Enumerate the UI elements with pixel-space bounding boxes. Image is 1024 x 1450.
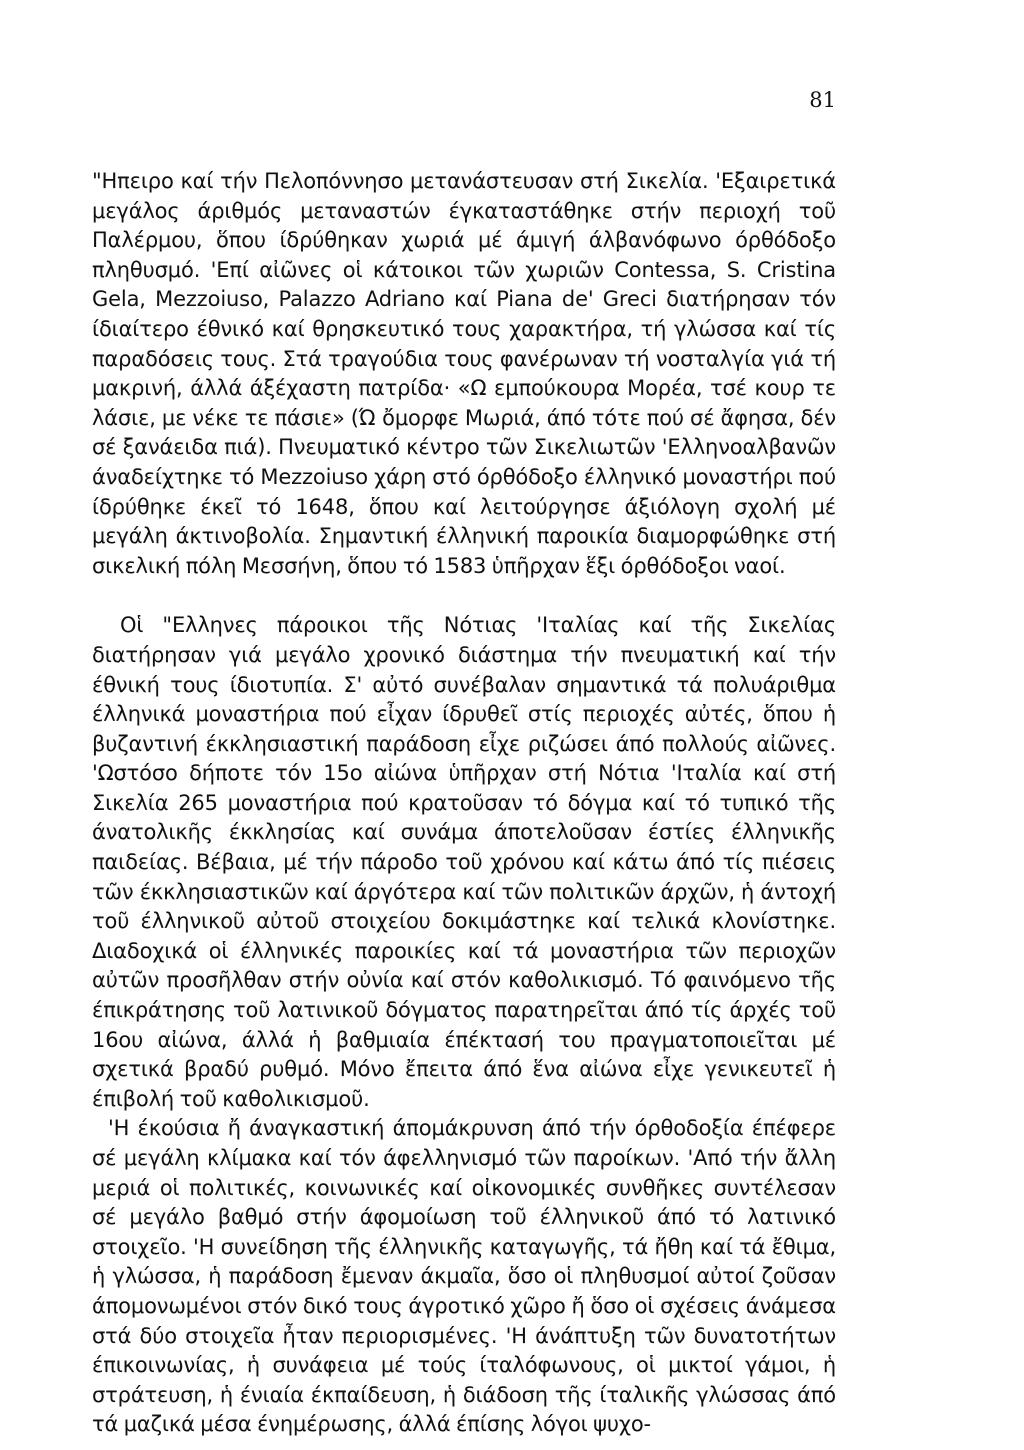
paragraph-3: 'Η έκούσια ἤ άναγκαστική άπομάκρυνση άπό τήν όρθοδοξία έπέφερε σέ μεγάλη κλίμακα καί τόν άφελληνισμό τῶν παροίκων. 'Από τήν ἄλλη μεριά οἱ πολιτικές, κοινωνικές καί οἰκονομικές συνθῆκες συντέλεσαν σέ μεγάλο βαθμό στήν άφομοίωση τοῦ έλληνικοῦ άπό τό λατινικό στοιχεῖο. 'Η συνείδηση τῆς έλληνικῆς καταγωγῆς, τά ἤθη καί τά ἔθιμα, ἡ γλώσσα, ἡ παράδοση ἔμεναν άκμαῖα, ὅσο οἱ πληθυσμοί αὐτοί ζοῦσαν άπομονωμένοι στόν δικό τους άγροτικό χῶρο ἤ ὅσο οἱ σχέσεις άνάμεσα στά δύο στοιχεῖα ἦταν περιορισμένες. 'Η άνάπτυξη τῶν δυνατοτήτων έπικοινωνίας, ἡ συνάφεια μέ τούς ίταλόφωνους, οἱ μικτοί γάμοι, ἡ στράτευση, ἡ ένιαία έκπαίδευση, ἡ διάδοση τῆς ίταλικῆς γλώσσας άπό τά μαζικά μέσα ένημέρωσης, άλλά έπίσης λόγοι ψυχο-	[92, 1116, 836, 1437]
page-number: 81	[809, 88, 836, 112]
paragraph-1: "Ηπειρο καί τήν Πελοπόννησο μετανάστευσαν στή Σικελία. 'Εξαιρετικά μεγάλος άριθμός μεταναστών έγκαταστάθηκε στήν περιοχή τοῦ Παλέρμου, ὅπου ίδρύθηκαν χωριά μέ άμιγή άλβανόφωνο όρθόδοξο πληθυσμό. 'Επί αἰῶνες οἱ κάτοικοι τῶν χωριῶν Contessa, S. Cristina Gela, Mezzoiuso, Palazzo Adriano καί Piana de' Greci διατήρησαν τόν ίδιαίτερο έθνικό καί θρησκευτικό τους χαρακτήρα, τή γλώσσα καί τίς παραδόσεις τους. Στά τραγούδια τους φανέρωναν τή νοσταλγία γιά τή μακρινή, άλλά άξέχαστη πατρίδα· «Ω εμπούκουρα Μορέα, τσέ κουρ τε λάσιε, με νέκε τε πάσιε» (Ώ ὄμορφε Μωριά, άπό τότε πού σέ ἄφησα, δέν σέ ξανάειδα πιά). Πνευματικό κέντρο τῶν Σικελιωτῶν 'Ελληνοαλβανῶν άναδείχτηκε τό Mezzoiuso χάρη στό όρθόδοξο έλληνικό μοναστήρι πού ίδρύθηκε έκεῖ τό 1648, ὅπου καί λειτούργησε άξιόλογη σχολή μέ μεγάλη άκτινοβολία. Σημαντική έλληνική παροικία διαμορφώθηκε στή σικελική πόλη Μεσσήνη, ὅπου τό 1583 ὑπῆρχαν ἕξι όρθόδοξοι ναοί.	[92, 169, 836, 578]
body-text	[92, 167, 836, 1440]
paragraph-2: Οἱ "Ελληνες πάροικοι τῆς Νότιας 'Ιταλίας καί τῆς Σικελίας διατήρησαν γιά μεγάλο χρονικό διάστημα τήν πνευματική καί τήν έθνική τους ίδιοτυπία. Σ' αὐτό συνέβαλαν σημαντικά τά πολυάριθμα έλληνικά μοναστήρια πού εἶχαν ίδρυθεῖ στίς περιοχές αὐτές, ὅπου ἡ βυζαντινή έκκλησιαστική παράδοση εἶχε ριζώσει άπό πολλούς αἰῶνες. 'Ωστόσο δήποτε τόν 15ο αἰώνα ὑπῆρχαν στή Νότια 'Ιταλία καί στή Σικελία 265 μοναστήρια πού κρατοῦσαν τό δόγμα καί τό τυπικό τῆς άνατολικῆς έκκλησίας καί συνάμα άποτελοῦσαν έστίες έλληνικῆς παιδείας. Βέβαια, μέ τήν πάροδο τοῦ χρόνου καί κάτω άπό τίς πιέσεις τῶν έκκλησιαστικῶν καί άργότερα καί τῶν πολιτικῶν άρχῶν, ἡ άντοχή τοῦ έλληνικοῦ αὐτοῦ στοιχείου δοκιμάστηκε καί τελικά κλονίστηκε. Διαδοχικά οἱ έλληνικές παροικίες καί τά μοναστήρια τῶν περιοχῶν αὐτῶν προσῆλθαν στήν οὐνία καί στόν καθολικισμό. Τό φαινόμενο τῆς έπικράτησης τοῦ λατινικοῦ δόγματος παρατηρεῖται άπό τίς άρχές τοῦ 16ου αἰώνα, άλλά ἡ βαθμιαία έπέκτασή του πραγματοποιεῖται μέ σχετικά βραδύ ρυθμό. Μόνο ἔπειτα άπό ἕνα αἰώνα εἶχε γενικευτεῖ ἡ έπιβολή τοῦ καθολικισμοῦ.	[92, 613, 836, 1111]
